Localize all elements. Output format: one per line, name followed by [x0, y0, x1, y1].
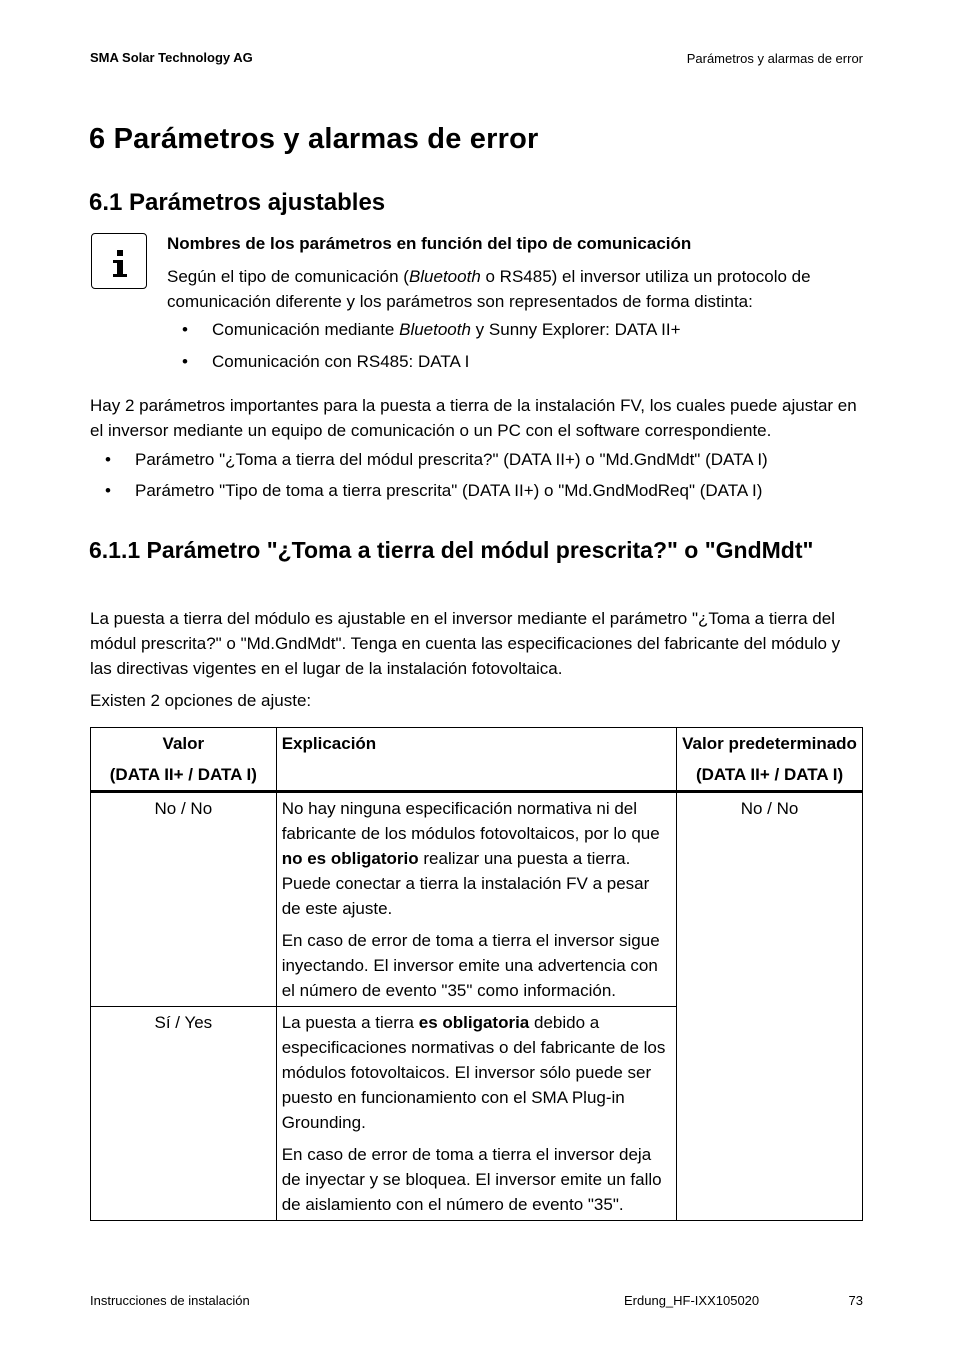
intro-paragraph: Hay 2 parámetros importantes para la puesta a tierra de la instalación FV, los cuales puede ajustar en el inversor mediante un equipo de comunicación o un PC con el software correspondiente. — [90, 396, 857, 440]
options-intro: Existen 2 opciones de ajuste: — [90, 691, 312, 710]
header-company: SMA Solar Technology AG — [90, 50, 253, 65]
note-bullet-text: Comunicación con RS485: DATA I — [212, 352, 470, 371]
cell-explanation: La puesta a tierra es obligatoria debido a especificaciones normativas o del fabricante de los módulos fotovoltaicos. El inversor sólo puede ser puesto en funcionamiento con el SMA Plug-in Grounding. En caso de error de toma a tierra el inversor deja de inyectar y se bloquea. El inversor emite un fallo de aislamiento con el número de evento "35". — [276, 1007, 676, 1221]
chapter-title: 6 Parámetros y alarmas de error — [89, 123, 539, 155]
note-text: Según el tipo de comunicación (Bluetooth o RS485) el inversor utiliza un protocolo de comunicación diferente y los parámetros son representados de forma distinta: — [167, 267, 811, 311]
cell-value: No / No — [91, 792, 277, 1007]
table-row — [91, 792, 863, 1007]
info-icon — [91, 233, 147, 289]
cell-explanation: No hay ninguna especificación normativa ni del fabricante de los módulos fotovoltaicos, por lo que no es obligatorio realizar una puesta a tierra. Puede conectar a tierra la instalación FV a pesar de este ajuste. En caso de error de toma a tierra el inversor sigue inyectando. El inversor emite una advertencia con el número de evento "35" como información. — [276, 792, 676, 1007]
subsection-title: 6.1.1 Parámetro "¿Toma a tierra del módul prescrita?" o "GndMdt" — [89, 537, 814, 563]
param-bullet-text: Parámetro "¿Toma a tierra del módul prescrita?" (DATA II+) o "Md.GndMdt" (DATA I) — [135, 450, 768, 469]
subsection-paragraph: La puesta a tierra del módulo es ajustable en el inversor mediante el parámetro "¿Toma a tierra del módul prescrita?" o "Md.GndMdt". Tenga en cuenta las especificaciones del fabricante del módulo y las directivas vigentes en el lugar de la instalación fotovoltaica. — [90, 609, 841, 678]
header-section: Parámetros y alarmas de error — [686, 51, 863, 66]
note-title: Nombres de los parámetros en función del tipo de comunicación — [167, 234, 692, 253]
table-header-row — [91, 728, 863, 792]
bullet-marker: • — [182, 320, 188, 339]
header-default: Valor predeterminado (DATA II+ / DATA I) — [677, 728, 863, 792]
header-explanation: Explicación — [276, 728, 676, 792]
footer-page-number: 73 — [848, 1293, 863, 1308]
options-table — [90, 727, 863, 1221]
bullet-marker: • — [105, 450, 111, 469]
section-title: 6.1 Parámetros ajustables — [89, 189, 386, 216]
footer-doc-type: Instrucciones de instalación — [90, 1293, 250, 1308]
bullet-marker: • — [182, 352, 188, 371]
cell-default: No / No — [677, 792, 863, 1221]
bullet-marker: • — [105, 481, 111, 500]
note-bullet-text: Comunicación mediante Bluetooth y Sunny Explorer: DATA II+ — [212, 320, 681, 339]
cell-value: Sí / Yes — [91, 1007, 277, 1221]
param-bullet-text: Parámetro "Tipo de toma a tierra prescrita" (DATA II+) o "Md.GndModReq" (DATA I) — [135, 481, 763, 500]
header-value: Valor (DATA II+ / DATA I) — [91, 728, 277, 792]
footer-doc-id: Erdung_HF-IXX105020 — [624, 1293, 760, 1308]
